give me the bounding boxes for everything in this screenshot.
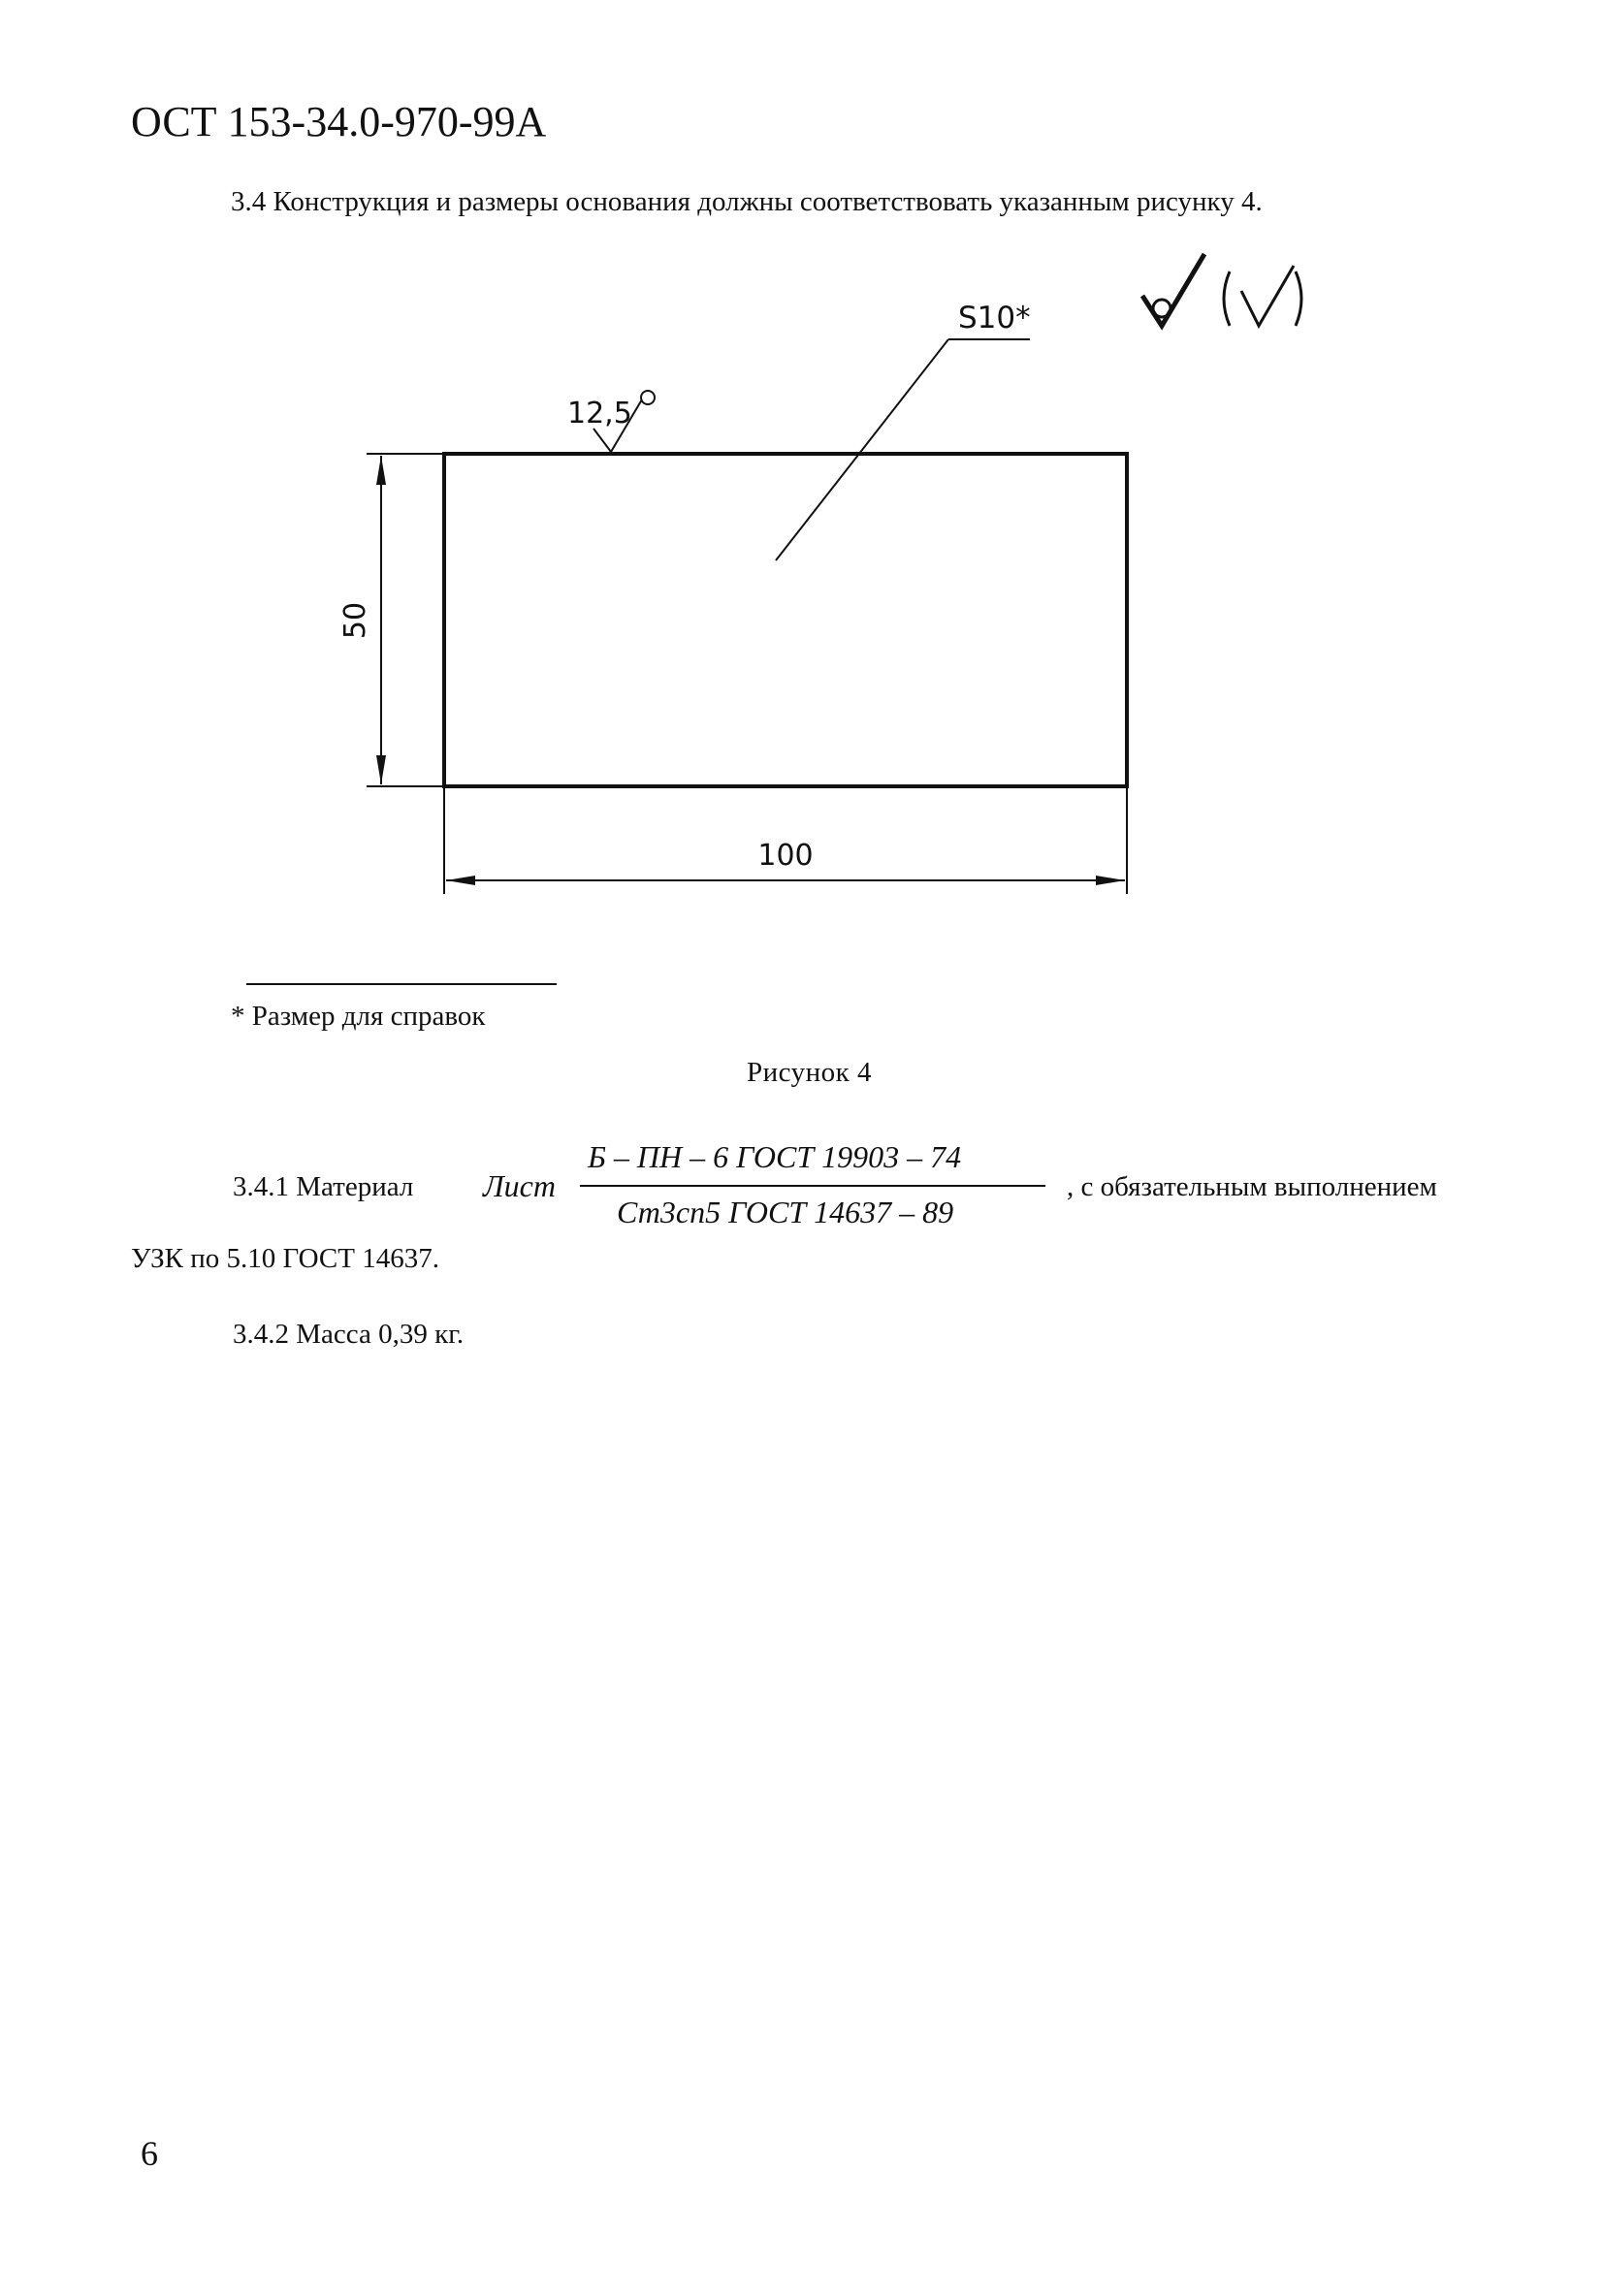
roughness-circle: [641, 391, 655, 404]
base-plate-outline: [444, 454, 1127, 786]
figure-caption: Рисунок 4: [747, 1057, 872, 1088]
thickness-label: S10*: [958, 301, 1031, 335]
thickness-leader-line: [776, 339, 948, 560]
paragraph-3-4-1-tail: , с обязательным выполнением: [1067, 1171, 1437, 1202]
technical-drawing: [0, 0, 1604, 970]
roughness-label: 12,5: [567, 397, 632, 430]
paragraph-3-4-1-label: 3.4.1 Материал: [233, 1171, 414, 1202]
footnote-separator: [246, 983, 557, 985]
width-dimension-label: 100: [757, 839, 814, 873]
page-number: 6: [141, 2134, 158, 2173]
height-arrow-top: [376, 456, 386, 485]
material-fraction-denominator: Ст3сп5 ГОСТ 14637 – 89: [617, 1195, 954, 1229]
material-word: Лист: [483, 1168, 556, 1203]
height-dimension-label: 50: [338, 601, 372, 640]
material-fraction-numerator: Б – ПН – 6 ГОСТ 19903 – 74: [588, 1139, 962, 1174]
material-fraction-bar: [580, 1185, 1045, 1187]
document-code-header: ОСТ 153-34.0-970-99А: [131, 98, 547, 145]
footnote: * Размер для справок: [231, 1001, 486, 1032]
general-roughness-mark: [1142, 254, 1301, 326]
width-arrow-right: [1096, 876, 1125, 885]
paragraph-3-4-2: 3.4.2 Масса 0,39 кг.: [233, 1319, 465, 1350]
width-arrow-left: [446, 876, 475, 885]
paragraph-3-4: 3.4 Конструкция и размеры основания должны соответствовать указанным рисунку 4.: [231, 186, 1263, 217]
height-arrow-bottom: [376, 755, 386, 784]
paragraph-3-4-1-continuation: УЗК по 5.10 ГОСТ 14637.: [131, 1243, 439, 1274]
